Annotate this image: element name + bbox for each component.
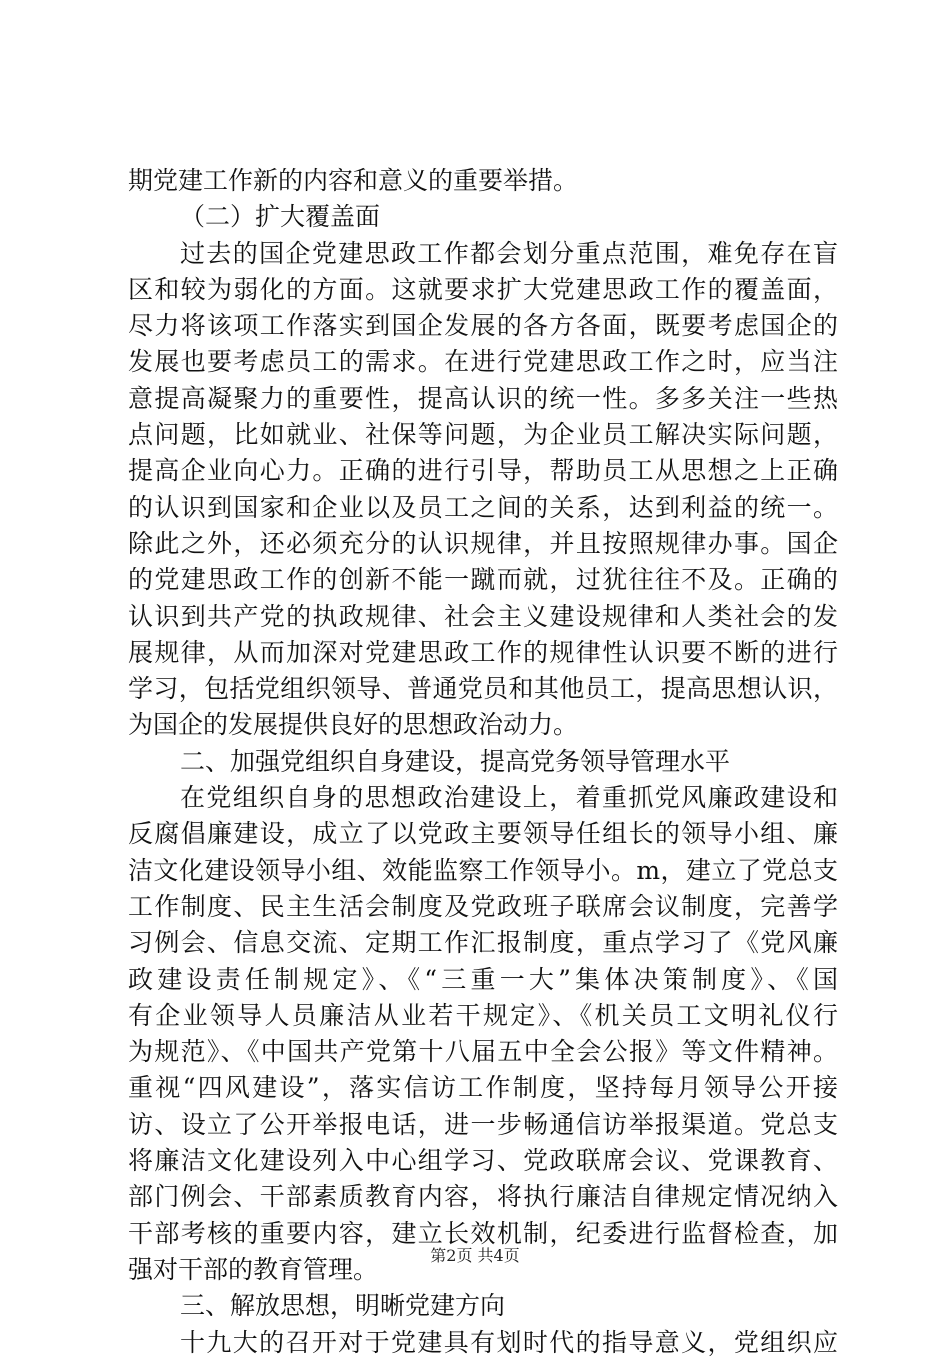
text-line: 将廉洁文化建设列入中心组学习、党政联席会议、党课教育、 [128, 1146, 838, 1176]
text-line: 意提高凝聚力的重要性，提高认识的统一性。多多关注一些热 [128, 383, 838, 413]
text-line: 工作制度、民主生活会制度及党政班子联席会议制度，完善学 [128, 891, 838, 921]
text-line: 的党建思政工作的创新不能一蹴而就，过犹往往不及。正确的 [128, 565, 838, 595]
text-line: 点问题，比如就业、社保等问题，为企业员工解决实际问题， [128, 420, 838, 450]
text-line: 重视“四风建设”，落实信访工作制度，坚持每月领导公开接 [128, 1073, 838, 1103]
section-heading: 三、解放思想，明晰党建方向 [180, 1291, 506, 1321]
text-line: 有企业领导人员廉洁从业若干规定》、《机关员工文明礼仪行 [128, 1000, 838, 1030]
text-line: 部门例会、干部素质教育内容，将执行廉洁自律规定情况纳入 [128, 1182, 838, 1212]
text-line: 十九大的召开对于党建具有划时代的指导意义，党组织应 [180, 1327, 838, 1357]
text-line: 过去的国企党建思政工作都会划分重点范围，难免存在盲 [180, 238, 838, 268]
text-line: 认识到共产党的执政规律、社会主义建设规律和人类社会的发 [128, 601, 838, 631]
text-line: 学习，包括党组织领导、普通党员和其他员工，提高思想认识， [128, 674, 838, 704]
text-line: 发展也要考虑员工的需求。在进行党建思政工作之时，应当注 [128, 347, 838, 377]
text-line: 为规范》、《中国共产党第十八届五中全会公报》等文件精神。 [128, 1037, 838, 1067]
page-number-footer: 第2页 共4页 [430, 1246, 520, 1265]
text-line: 除此之外，还必须充分的认识规律，并且按照规律办事。国企 [128, 528, 838, 558]
section-heading: （二）扩大覆盖面 [180, 202, 381, 232]
document-body [128, 163, 838, 1361]
text-line: 区和较为弱化的方面。这就要求扩大党建思政工作的覆盖面， [128, 274, 838, 304]
text-line: 展规律，从而加深对党建思政工作的规律性认识要不断的进行 [128, 637, 838, 667]
text-line: 在党组织自身的思想政治建设上，着重抓党风廉政建设和 [180, 783, 838, 813]
text-line: 习例会、信息交流、定期工作汇报制度，重点学习了《党风廉 [128, 928, 838, 958]
text-line: 访、设立了公开举报电话，进一步畅通信访举报渠道。党总支 [128, 1109, 838, 1139]
text-line: 干部考核的重要内容，建立长效机制，纪委进行监督检查，加 [128, 1218, 838, 1248]
section-heading: 二、加强党组织自身建设，提高党务领导管理水平 [180, 746, 731, 776]
text-line: 的认识到国家和企业以及员工之间的关系，达到利益的统一。 [128, 492, 838, 522]
text-line: 提高企业向心力。正确的进行引导，帮助员工从思想之上正确 [128, 456, 838, 486]
text-line: 政建设责任制规定》、《“三重一大”集体决策制度》、《国 [128, 964, 838, 994]
text-line: 强对干部的教育管理。 [128, 1254, 379, 1284]
text-line: 为国企的发展提供良好的思想政治动力。 [128, 710, 579, 740]
text-line: 期党建工作新的内容和意义的重要举措。 [128, 166, 579, 195]
text-line: 洁文化建设领导小组、效能监察工作领导小。m，建立了党总支 [128, 855, 838, 885]
text-line: 反腐倡廉建设，成立了以党政主要领导任组长的领导小组、廉 [128, 819, 838, 849]
text-line: 尽力将该项工作落实到国企发展的各方各面，既要考虑国企的 [128, 311, 838, 341]
